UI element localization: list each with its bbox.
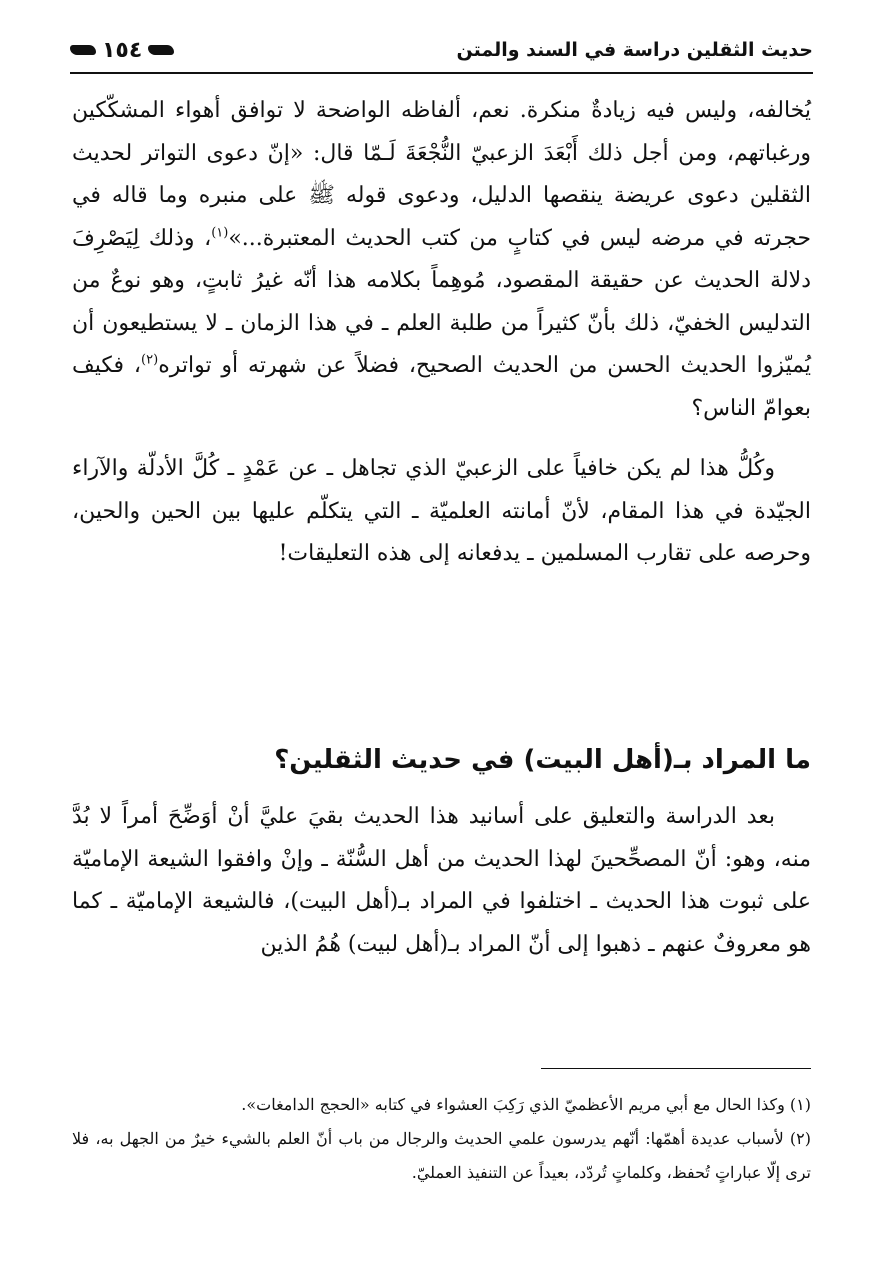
body-text-top bbox=[72, 90, 811, 576]
paragraph-3: بعد الدراسة والتعليق على أسانيد هذا الحديث بقيَ عليَّ أنْ أوَضِّحَ أمراً لا بُدَّ منه، وهو: أنّ المصحِّحينَ لهذا الحديث من أهل السُّنّة ـ وإنْ وافقوا الشيعة الإماميّة على ثبوت هذا الحديث ـ اختلفوا في المراد بـ(أهل البيت)، فالشيعة الإماميّة ـ كما هو معروفٌ عنهم ـ ذهبوا إلى أنّ المراد بـ(أهل لبيت) هُمُ الذين bbox=[72, 804, 811, 957]
ornament-left-icon bbox=[148, 45, 174, 55]
footnote-2-number: (٢) bbox=[789, 1129, 811, 1148]
paragraph-1-text: يُخالفه، وليس فيه زيادةٌ منكرة. نعم، ألفاظه الواضحة لا توافق أهواء المشكّكين ورغباتهم، ومن أجل ذلك أَبْعَدَ الزعبيّ النُّجْعَةَ لَـمّا قال: «إنّ دعوى التواتر لحديث الثقلين دعوى عريضة ينقصها الدليل، ودعوى قوله ﷺ على منبره وما قاله في حجرته في مرضه ليس في كتابٍ من كتب الحديث المعتبرة...» bbox=[72, 98, 811, 251]
page-number-ornament bbox=[70, 38, 174, 63]
paragraph-2: وكُلُّ هذا لم يكن خافياً على الزعبيّ الذي تجاهل ـ عن عَمْدٍ ـ كُلَّ الأدلّة والآراء الجيّدة في هذا المقام، لأنّ أمانته العلميّة ـ التي يتكلّم عليها بين الحين والحين، وحرصه على تقارب المسلمين ـ يدفعانه إلى هذه التعليقات! bbox=[72, 456, 811, 566]
footnote-ref-1: (١) bbox=[211, 225, 229, 241]
footnote-divider bbox=[541, 1068, 811, 1069]
page-header bbox=[70, 28, 813, 74]
body-text-bottom bbox=[72, 796, 811, 966]
section-heading: ما المراد بـ(أهل البيت) في حديث الثقلين؟ bbox=[274, 745, 811, 775]
page-number: ١٥٤ bbox=[102, 37, 143, 63]
ornament-right-icon bbox=[70, 45, 96, 55]
paragraph-1-end: ، فكيف بعوامّ الناس؟ bbox=[72, 353, 811, 421]
paragraph-1 bbox=[72, 90, 811, 430]
footnote-1 bbox=[72, 1088, 811, 1122]
footnotes bbox=[72, 1088, 811, 1190]
footnote-2 bbox=[72, 1122, 811, 1190]
running-title: حديث الثقلين دراسة في السند والمتن bbox=[456, 39, 813, 61]
footnote-2-text: لأسباب عديدة أهمّها: أنّهم يدرسون علمي الحديث والرجال من باب أنّ العلم بالشيء خيرٌ من الجهل به، فلا ترى إلّا عباراتٍ تُحفظ، وكلماتٍ تُردّد، بعيداً عن التنفيذ العمليّ. bbox=[72, 1129, 811, 1182]
footnote-1-number: (١) bbox=[789, 1095, 811, 1114]
footnote-ref-2: (٢) bbox=[141, 352, 159, 368]
paragraph-1-continuation: ، وذلك لِيَصْرِفَ دلالة الحديث عن حقيقة المقصود، مُوهِماً بكلامه هذا أنّه غيرُ ثابتٍ، وهو نوعٌ من التدليس الخفيّ، ذلك بأنّ كثيراً من طلبة العلم ـ في هذا الزمان ـ لا يستطيعون أن يُميّزوا الحديث الحسن من الحديث الصحيح، فضلاً عن شهرته أو تواتره bbox=[72, 225, 811, 378]
footnote-1-text: وكذا الحال مع أبي مريم الأعظميّ الذي رَكِبَ العشواء في كتابه «الحجج الدامغات». bbox=[241, 1095, 785, 1114]
